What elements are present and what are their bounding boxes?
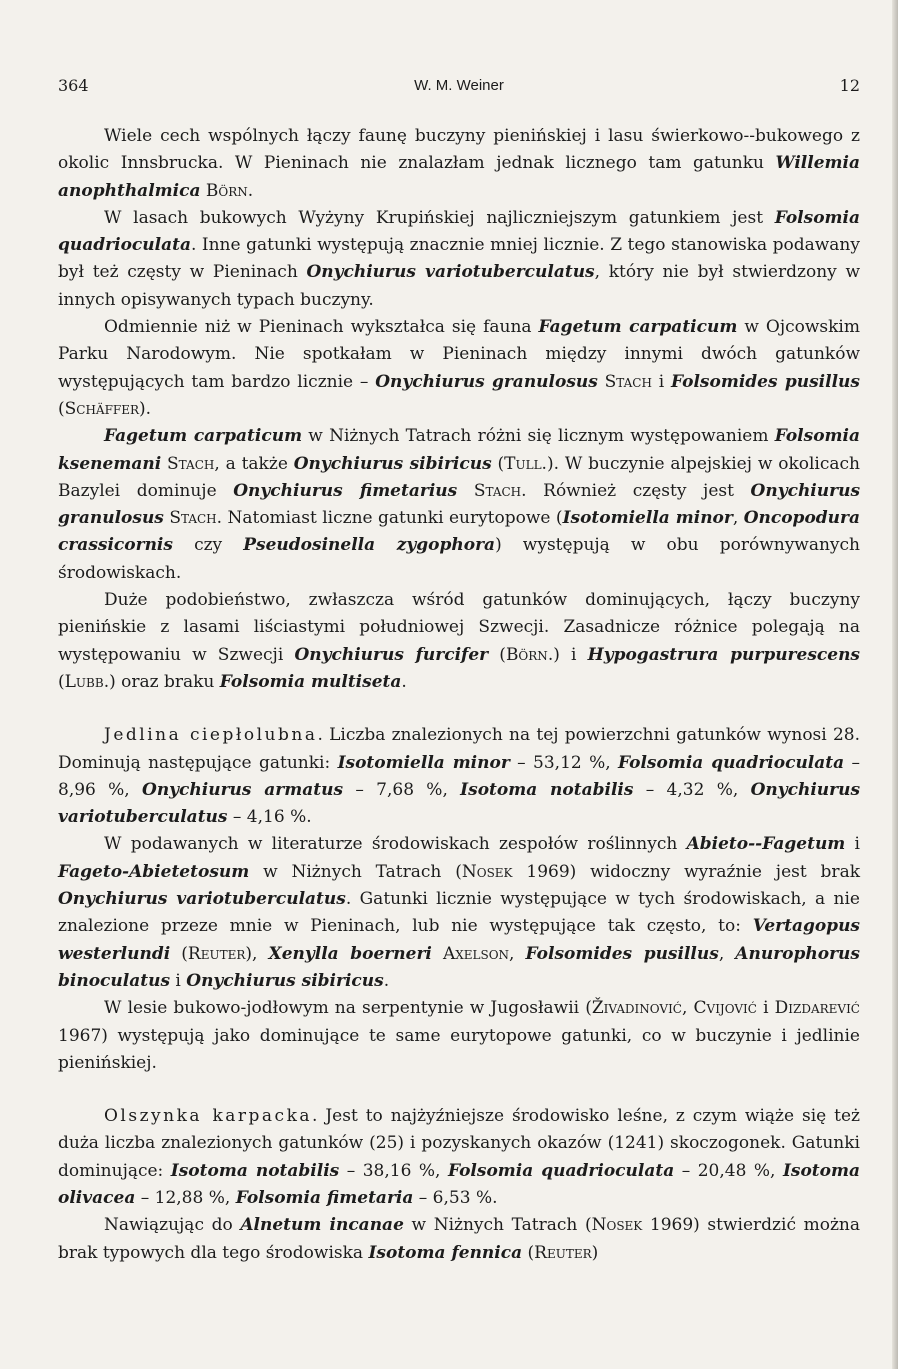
text-run: (	[491, 453, 505, 474]
text-run: – 4,32 %,	[633, 779, 751, 800]
author-name: Živadinović	[591, 998, 682, 1019]
text-run: ,	[718, 943, 736, 964]
taxon-name: Folsomia quadrioculata	[618, 752, 845, 773]
author-name: Börn	[205, 180, 248, 201]
text-run: w Niżnych Tatrach (	[403, 1215, 592, 1236]
text-run: . Jest to najżyźniejsze środowisko leśne, z czym wiąże się też duża liczba znalezionych gatunków (25) i pozyskanych okazów (1241) skoczogonek. Gatunki dominujące:	[58, 1106, 860, 1181]
text-run: , a także	[214, 453, 294, 474]
body-text	[58, 123, 860, 1267]
text-run: i	[170, 970, 187, 991]
taxon-name: Willemia anophthalmica	[58, 153, 860, 201]
taxon-name: Isotoma olivacea	[58, 1160, 860, 1208]
taxon-name: Xenylla boerneri	[268, 943, 432, 964]
section-lead: Olszynka karpacka	[104, 1106, 313, 1127]
text-run: (	[488, 644, 506, 665]
text-run: . Liczba znalezionych na tej powierzchni gatunków wynosi 28. Dominują następujące gatunki:	[58, 725, 860, 773]
text-run: – 7,68 %,	[343, 779, 461, 800]
text-run: )	[591, 1242, 599, 1263]
paragraph	[58, 995, 860, 1077]
text-run: . Również częsty jest	[521, 480, 751, 501]
taxon-name: Fagetum carpaticum	[538, 317, 738, 338]
text-run: i	[845, 834, 860, 855]
text-run: – 38,16 %,	[339, 1160, 448, 1181]
text-run: .) oraz braku	[103, 671, 220, 692]
author-name: Cvijović	[693, 998, 757, 1019]
taxon-name: Folsomia quadrioculata	[447, 1160, 675, 1181]
text-run: W lasach bukowych Wyżyny Krupińskiej najliczniejszym gatunkiem jest	[104, 207, 775, 228]
author-name: Nosek	[591, 1215, 643, 1236]
text-run: (	[522, 1242, 535, 1263]
paragraph	[58, 123, 860, 205]
author-name: Lubb	[64, 671, 104, 692]
taxon-name: Onychiurus variotuberculatus	[58, 779, 861, 828]
taxon-name: Oncopodura crassicornis	[58, 508, 861, 556]
text-run	[457, 481, 474, 501]
text-run: .	[383, 970, 390, 991]
text-run: 1969) stwierdzić można brak typowych dla tego środowiska	[58, 1215, 860, 1263]
text-run: . Gatunki licznie występujące w tych środowiskach, a nie znalezione przeze mnie w Pieninach, lub nie występujące tak często, to:	[58, 889, 860, 937]
taxon-name: Onychiurus variotuberculatus	[58, 889, 346, 910]
taxon-name: Folsomides pusillus	[525, 943, 719, 964]
text-run: .	[401, 671, 407, 692]
page-edge-shadow	[892, 0, 898, 1369]
text-run: – 4,16 %.	[227, 807, 312, 828]
text-run: 1969) widoczny wyraźnie jest brak	[512, 861, 860, 882]
text-run: ,	[732, 508, 744, 529]
text-run: W podawanych w literaturze środowiskach zespołów roślinnych	[104, 834, 687, 855]
author-name: Stach	[167, 453, 215, 474]
taxon-name: Onychiurus sibiricus	[293, 453, 492, 474]
section-lead: Jedlina ciepłolubna	[104, 725, 318, 746]
text-run: – 12,88 %,	[135, 1187, 236, 1208]
text-run: . Inne gatunki występują znacznie mniej licznie. Z tego stanowiska podawany był też częsty w Pieninach	[58, 235, 860, 283]
taxon-name: Alnetum incanae	[240, 1215, 404, 1236]
author-name: Stach	[473, 480, 522, 501]
running-head: W. M. Weiner	[414, 77, 504, 94]
author-name: Reuter	[187, 943, 246, 964]
text-run: Odmiennie niż w Pieninach wykształca się fauna	[104, 317, 539, 338]
text-run: (	[58, 671, 65, 692]
taxon-name: Onychiurus granulosus	[375, 371, 598, 392]
text-run: – 53,12 %,	[509, 752, 618, 773]
text-run: w Ojcowskim Parku Narodowym. Nie spotkałam w Pieninach między innymi dwóch gatunków występujących tam bardzo licznie –	[58, 317, 860, 392]
taxon-name: Isotoma notabilis	[170, 1160, 340, 1181]
text-run: Wiele cech wspólnych łączy faunę buczyny pienińskiej i lasu świerkowo--bukowego z okolic Innsbrucka. W Pieninach nie znalazłam jednak licznego tam gatunku	[58, 126, 860, 174]
taxon-name: Isotoma notabilis	[460, 779, 634, 800]
paragraph	[58, 722, 860, 831]
text-run	[598, 372, 605, 392]
taxon-name: Isotomiella minor	[562, 508, 733, 529]
paragraph	[58, 205, 860, 314]
text-run: Duże podobieństwo, zwłaszcza wśród gatunków dominujących, łączy buczyny pienińskie z lasami liściastymi południowej Szwecji. Zasadnicze różnice polegają na występowaniu w Szwecji	[58, 590, 860, 665]
author-name: Schäffer	[64, 398, 140, 419]
taxon-name: Isotoma fennica	[368, 1242, 523, 1263]
taxon-name: Folsomides pusillus	[670, 371, 860, 392]
text-run: .) i	[547, 644, 588, 665]
text-run: ) występują w obu porównywanych środowiskach.	[58, 535, 861, 583]
paragraph	[58, 423, 860, 587]
taxon-name: Folsomia quadrioculata	[58, 207, 860, 256]
text-run: ).	[139, 398, 152, 419]
taxon-name: Onychiurus granulosus	[58, 480, 861, 529]
paragraph	[58, 1103, 860, 1212]
text-run: ,	[682, 998, 694, 1019]
text-run: .	[247, 180, 254, 201]
text-run: – 20,48 %,	[674, 1160, 783, 1181]
text-run: (	[58, 398, 65, 419]
paragraph	[58, 587, 860, 696]
taxon-name: Vertagopus westerlundi	[58, 916, 860, 964]
taxon-name: Onychiurus sibiricus	[186, 970, 384, 991]
page-number: 364	[58, 76, 89, 95]
author-name: Reuter	[534, 1242, 592, 1263]
author-name: Dizdarević	[774, 998, 860, 1019]
author-name: Nosek	[461, 861, 513, 882]
taxon-name: Abieto--Fagetum	[686, 834, 846, 855]
taxon-name: Onychiurus variotuberculatus	[306, 262, 595, 283]
text-run: (	[170, 943, 188, 964]
text-run: i	[651, 371, 671, 392]
paragraph	[58, 314, 860, 423]
text-run: Nawiązując do	[104, 1215, 241, 1236]
taxon-name: Isotomiella minor	[337, 752, 510, 773]
text-run: W lesie bukowo-jodłowym na serpentynie w Jugosławii (	[104, 998, 592, 1019]
text-run: , który nie był stwierdzony w innych opisywanych typach buczyny.	[58, 262, 860, 310]
paragraph	[58, 1212, 860, 1267]
text-run: 1967) występują jako dominujące te same eurytopowe gatunki, co w buczynie i jedlinie pienińskiej.	[58, 1025, 860, 1073]
text-run: i	[756, 998, 775, 1019]
text-run: . Natomiast liczne gatunki eurytopowe (	[216, 508, 563, 529]
text-run: ,	[509, 943, 526, 964]
taxon-name: Folsomia multiseta	[219, 671, 402, 692]
text-run: w Niżnych Tatrach (	[249, 861, 462, 882]
text-run: – 6,53 %.	[413, 1187, 498, 1208]
taxon-name: Folsomia ksenemani	[58, 426, 860, 474]
taxon-name: Folsomia fimetaria	[235, 1187, 414, 1208]
taxon-name: Onychiurus furcifer	[294, 644, 489, 665]
author-name: Tull	[504, 453, 542, 474]
paragraph	[58, 831, 860, 995]
text-run: ),	[245, 943, 269, 964]
author-name: Axelson	[442, 943, 510, 964]
text-run: .). W buczynie alpejskiej w okolicach Bazylei dominuje	[58, 453, 860, 501]
text-run: – 8,96 %,	[58, 752, 861, 800]
taxon-name: Fagetum carpaticum	[104, 426, 303, 447]
text-run: czy	[172, 535, 244, 556]
author-name: Stach	[604, 371, 652, 392]
taxon-name: Hypogastrura purpurescens	[587, 644, 860, 665]
author-name: Börn	[505, 644, 548, 665]
page-header	[58, 73, 860, 99]
author-name: Stach	[169, 508, 217, 529]
chapter-number: 12	[839, 76, 860, 95]
taxon-name: Onychiurus armatus	[142, 779, 344, 800]
text-run: w Niżnych Tatrach różni się licznym występowaniem	[302, 426, 775, 447]
text-run	[432, 944, 443, 964]
taxon-name: Fageto-Abietetosum	[58, 861, 250, 882]
taxon-name: Onychiurus fimetarius	[233, 480, 458, 501]
taxon-name: Anurophorus binoculatus	[58, 943, 860, 991]
taxon-name: Pseudosinella zygophora	[243, 535, 496, 556]
